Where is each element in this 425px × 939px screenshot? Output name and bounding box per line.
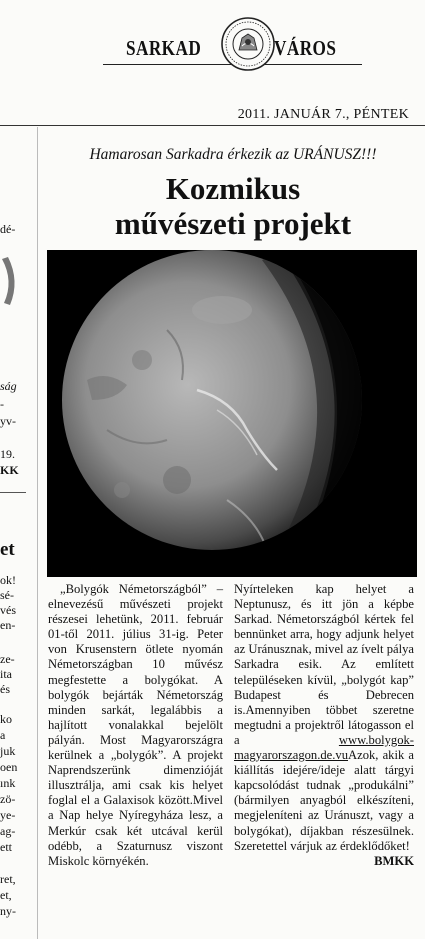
header-rule [0, 125, 425, 126]
article-text: Azok, akik a kiállítás idejére/ideje alatt tárgyi kapcsolódást tudnak „produkálni” (bármilyen anyagból elkészíteni, megjeleníteni az Uránuszt, vagy a bolygókat), díjakban részesülnek. Szeretettel várjuk az érdeklődőket! [234, 748, 414, 853]
left-fragment: ny- [0, 904, 16, 918]
left-fragment: - [0, 397, 4, 411]
left-fragment: oen [0, 760, 18, 774]
left-fragment: ze- [0, 652, 15, 666]
left-fragment: ita [0, 667, 12, 681]
city-seal-logo [220, 16, 276, 72]
article-paragraph [234, 582, 414, 868]
left-fragment: zö- [0, 792, 16, 806]
moon-photo [47, 250, 417, 577]
left-rule [0, 492, 26, 493]
left-fragment: KK [0, 463, 19, 477]
left-fragment: a [0, 728, 6, 742]
masthead-right: VÁROS [274, 36, 337, 60]
left-fragment: vés [0, 603, 16, 617]
left-fragment: ye- [0, 808, 16, 822]
left-fragment: sé- [0, 588, 14, 602]
left-fragment: ınk [0, 776, 16, 790]
left-fragment: ett [0, 840, 12, 854]
headline-line-1: Kozmikus [165, 171, 301, 206]
article-signature: BMKK [374, 853, 414, 868]
left-fragment: és [0, 682, 10, 696]
article-column-1 [48, 582, 223, 869]
masthead-left: SARKAD [126, 36, 202, 60]
article-column-2 [234, 582, 414, 869]
article-kicker: Hamarosan Sarkadra érkezik az URÁNUSZ!!! [89, 146, 377, 163]
left-fragment: et, [0, 888, 12, 902]
left-fragment: ság [0, 379, 17, 393]
article-headline [46, 171, 420, 241]
headline-line-2: művészeti projekt [114, 206, 352, 241]
left-fragment: ret, [0, 872, 16, 886]
article-paragraph: „Bolygók Németországból” – elnevezésű művészeti projekt részesei lehetünk, 2011. február 01-től 2011. július 31-ig. Peter von Krusenstern ötlete nyomán Németországban 10 művész megfestette a bolygókat. A bolygók bejárták Németország minden sarkát, legalábbis a hajlított vonalakkal bejelölt pályán. Most Magyarországra kerülnek a „bolygók”. A projekt Naprendszerünk dimenzióját illusztrálja, ami csak kis helyet foglal el a Galaxisok között.Mivel a Nap helye Nyíregyháza lesz, a Merkúr csak két utcával kerül odébb, a Szaturnusz viszont Miskolc környékén. [48, 582, 223, 868]
left-fragment: ok! [0, 573, 16, 587]
project-website-link[interactable]: www.bolygok-magyarorszagon.de.vu [234, 732, 414, 763]
left-fragment: ko [0, 712, 12, 726]
left-fragment: yv- [0, 414, 16, 428]
left-fragment-image [0, 255, 20, 307]
issue-date: 2011. JANUÁR 7., PÉNTEK [237, 107, 409, 122]
left-fragment: juk [0, 744, 16, 758]
column-divider [37, 127, 38, 939]
left-fragment: en- [0, 618, 16, 632]
left-fragment: 19. [0, 447, 15, 461]
left-fragment-heading: et [0, 542, 15, 557]
left-fragment: dé- [0, 222, 16, 236]
article-text: Nyírteleken kap helyet a Neptunusz, és itt jön a képbe Sarkad. Németországból kértek fel bennünket arra, hogy adjunk helyet az Uránusznak, mivel az ívelt pálya Sarkadra esik. Az említett településeken kívül, „bolygót kap” Budapest és Debrecen is.Amennyiben többet szeretne megtudni a projektről látogasson el a [234, 582, 414, 747]
left-fragment: ag- [0, 824, 16, 838]
